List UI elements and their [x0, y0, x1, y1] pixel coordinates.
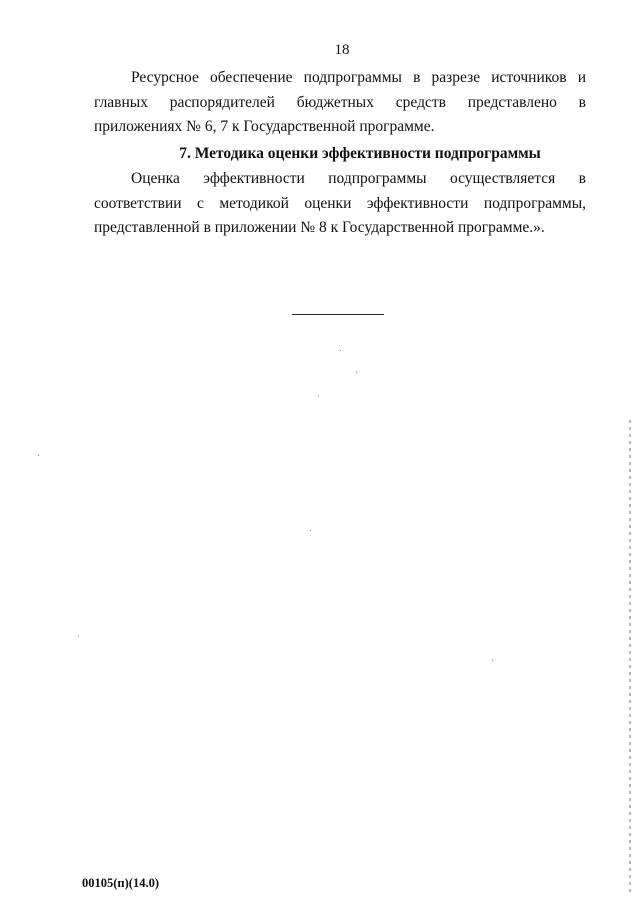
scan-speck — [310, 530, 311, 531]
scan-speck — [318, 395, 319, 396]
scan-speck — [78, 636, 79, 637]
scan-speck — [356, 372, 357, 373]
scan-speck — [492, 660, 493, 661]
scan-edge-artifact — [629, 420, 631, 895]
document-code: 00105(п)(14.0) — [82, 876, 159, 890]
page-number: 18 — [334, 42, 350, 58]
scan-speck — [340, 350, 341, 351]
section-heading: 7. Методика оценки эффективности подпрограммы — [179, 145, 541, 162]
evaluation-paragraph: Оценка эффективности подпрограммы осуществляется в соответствии с методикой оценки эффективности подпрограммы, представленной в приложении № 8 к Государственной программе.». — [94, 170, 586, 236]
end-separator-line — [292, 314, 384, 315]
scan-speck — [38, 455, 39, 456]
resource-paragraph: Ресурсное обеспечение подпрограммы в разрезе источников и главных распорядителей бюджетных средств представлено в приложениях № 6, 7 к Государственной программе. — [94, 69, 586, 135]
